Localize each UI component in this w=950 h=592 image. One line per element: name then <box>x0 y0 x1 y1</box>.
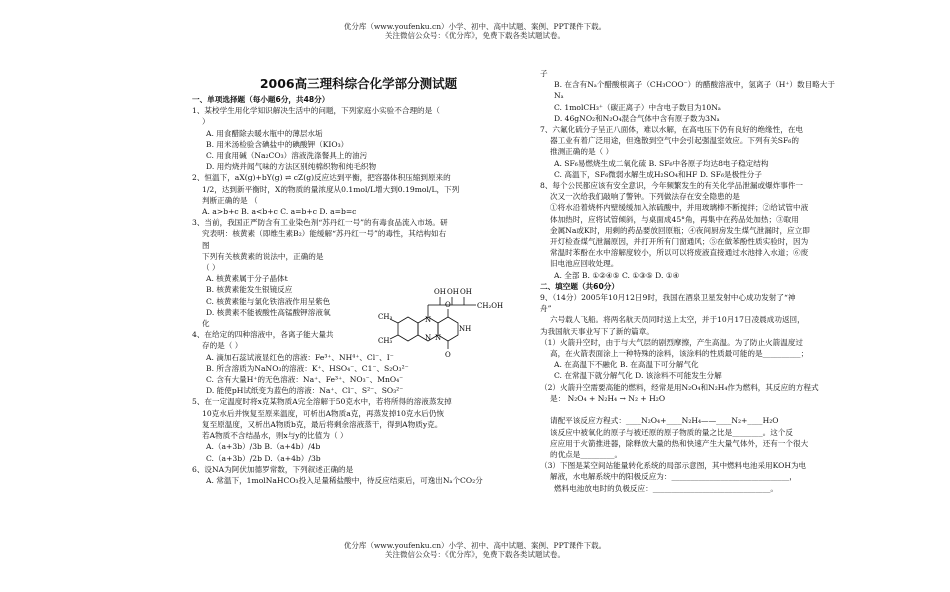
text-line: 6、设NA为阿伏加德罗常数，下列叙述正确的是 <box>192 464 354 474</box>
text-line: 图 <box>202 240 210 250</box>
text-line: 常温时苯酚在水中溶解度较小，所以可以将废液直接通过水池排入水道；⑥废 <box>550 248 809 258</box>
text-line: 器工业有着广泛用途，但逸散到空气中会引起强温室效应。下列有关SF₆的 <box>550 136 799 146</box>
text-line: 推测正确的是（ ） <box>550 147 614 157</box>
text-line: 8、每个公民都应该有安全意识，今年频繁发生的有关化学品泄漏或爆炸事件一 <box>540 181 804 191</box>
atom-label: OH <box>447 288 459 296</box>
text-line: B. 核黄素能发生银镜反应 <box>206 285 293 295</box>
atom-label: OH <box>460 288 472 296</box>
text-line: C. 用食用碱（Na₂CO₃）溶液洗涤餐具上的油污 <box>206 151 368 161</box>
text-line: 究表明：核黄素（即维生素B₂）能缓解“苏丹红一号”的毒性，其结构如右 <box>202 229 447 239</box>
text-line: 解液，水电解系统中的阳极反应为：_______________________________， <box>550 472 797 482</box>
atom-label: O <box>445 351 451 359</box>
text-line: 应应用于火箭推进器，除释放大量的热和快速产生大量气体外，还有一个很大 <box>550 438 809 448</box>
text-line: C. 核黄素能与氯化铁溶液作用呈紫色 <box>206 296 331 306</box>
atom-label: CH₃ <box>378 313 393 321</box>
text-line: 六号载人飞船。将两名航天员同时送上太空，并于10月17日凌晨成功返回， <box>550 315 805 325</box>
text-line: 舟” <box>540 304 552 314</box>
atom-label: O <box>445 301 451 309</box>
text-line: A. a>b+c B. a<b+c C. a=b+c D. a=b=c <box>202 207 357 217</box>
text-line: 请配平该反应方程式：____N₂O₄+____N₂H₄——____N₂+____H₂O <box>550 416 779 426</box>
text-line: B. 用米汤检验含碘盐中的碘酸钾（KIO₃） <box>206 139 349 149</box>
text-line: 若A物质不含结晶水，则x与y的比值为（ ） <box>202 431 348 441</box>
page-title: 2006高三理科综合化学部分测试题 <box>259 76 458 91</box>
equation-line: 是： N₂O₄ + N₂H₄ → N₂ + H₂O <box>550 393 666 403</box>
atom-label: N <box>425 334 432 342</box>
text-line: 9、（14分）2005年10月12日9时，我国在酒泉卫星发射中心成功发射了“神 <box>540 293 796 303</box>
text-line: C. 含有大量H⁺的无色溶液：Na⁺、Fe³⁺、NO₃⁻、MnO₄⁻ <box>206 375 404 385</box>
text-line: A. 常温下，1molNaHCO₃投入足量稀盐酸中，待反应结束后，可逸出Nₐ个CO₂分 <box>206 475 483 485</box>
text-line: 次又一次给我们敲响了警钟。下列做法存在安全隐患的是 <box>550 192 740 202</box>
text-line: 1/2，达到新平衡时，X的物质的量浓度从0.1mol/L增大到0.19mol/L，下列 <box>202 184 460 194</box>
text-line: 燃料电池放电时的负极反应：_______________________________。 <box>554 483 779 493</box>
section-heading: 一、单项选择题（每小题6分，共48分） <box>192 95 330 104</box>
header-line-1: 优分库（www.youfenku.cn）小学、初中、高中试题、案例、PPT课件下载。 <box>343 22 607 31</box>
atom-label: N <box>435 334 442 342</box>
text-line: 开灯检查煤气泄漏原因，并打开所有门窗通风；⑤在做苯酚性质实验时，因为 <box>550 237 809 247</box>
text-line: 10克水后并恢复至原来温度，可析出A物质a克，再蒸发掉10克水后仍恢 <box>202 408 444 418</box>
text-line: 4、在给定的四种溶液中，各离子能大量共 <box>192 330 334 340</box>
atom-label: N <box>425 316 432 324</box>
text-line: 5、在一定温度时将x克某物质A完全溶解于50克水中，若将所得的溶液蒸发掉 <box>192 397 452 407</box>
text-line: A. 滴加石蕊试液显红色的溶液：Fe³⁺、NH⁴⁺、Cl⁻、I⁻ <box>206 352 394 362</box>
text-line: B. 所含溶质为NaNO₃的溶液：K⁺、HSO₄⁻、C1⁻、S₂O₃²⁻ <box>206 363 409 373</box>
text-line: ①将水沿着烧杯内壁缓缓加入浓硫酸中，并用玻璃棒不断搅拌；②给试管中液 <box>550 203 809 213</box>
text-line: A. 在高温下不融化 B. 在高温下可分解气化 <box>554 360 699 370</box>
text-line: 存的是（ ） <box>202 341 243 351</box>
text-line: 下列有关核黄素的说法中，正确的是 <box>202 251 324 261</box>
text-line: A. 全部 B. ①②④⑤ C. ①③⑤ D. ①④ <box>554 270 680 280</box>
text-line: C. 1molCH₃⁺（碳正离子）中含电子数目为10Nₐ <box>554 102 721 112</box>
page-footer <box>0 541 950 559</box>
text-line: D. 核黄素不能被酸性高锰酸钾溶液氧 <box>206 307 331 317</box>
text-line: 1、某校学生用化学知识解决生活中的问题，下列家庭小实验不合理的是（ <box>192 106 440 116</box>
text-line: 化 <box>202 319 210 329</box>
atom-label: OH <box>434 288 446 296</box>
structure-bonds <box>390 297 476 349</box>
section-heading: 二、填空题（共60分） <box>540 281 619 291</box>
text-line: A. 核黄素属于分子晶体t <box>206 274 288 284</box>
right-column <box>540 68 885 494</box>
text-line: （1）火箭升空时，由于与大气层的剧烈摩擦，产生高温。为了防止火箭温度过 <box>540 337 804 347</box>
text-line: A.（a+3b）/3b B.（a+4b）/4b <box>206 442 321 452</box>
text-line: 旧电池应回收处理。 <box>550 259 619 269</box>
text-line: ） <box>202 117 210 127</box>
atom-label: NH <box>459 325 472 333</box>
footer-line-1: 优分库（www.youfenku.cn）小学、初中、高中试题、案例、PPT课件下载。 <box>343 541 607 550</box>
text-line: C. 在常温下就分解气化 D. 该涂料不可能发生分解 <box>554 371 722 381</box>
footer-line-2: 关注微信公众号：《优分库》，免费下载各类试题试卷。 <box>385 550 565 559</box>
text-line: D. 用灼烧并闻气味的方法区别纯棉织物和纯毛织物 <box>206 162 377 172</box>
text-line: C. 高温下，SF₆微弱水解生成H₂SO₄和HF D. SF₆是极性分子 <box>554 169 762 179</box>
text-line: 体加热时，应将试管倾斜，与桌面成45°角，再集中在药品处加热；③取用 <box>550 214 799 224</box>
text-line: 7、六氟化硫分子呈正八面体，难以水解，在高电压下仍有良好的绝缘性，在电 <box>540 125 804 135</box>
header-line-2: 关注微信公众号：《优分库》，免费下载各类试题试卷。 <box>385 31 565 40</box>
text-line: C.（a+3b）/2b D.（a+4b）/3b <box>206 453 321 463</box>
text-line: 子 <box>540 69 548 78</box>
text-line: 该反应中被氧化的原子与被还原的原子物质的量之比是________。这个反 <box>550 427 793 437</box>
text-line: D. 46gNO₂和N₂O₄混合气体中含有原子数为3Nₐ <box>554 113 720 123</box>
text-line: 高，在火箭表面涂上一种特殊的涂料，该涂料的性质最可能的是__________； <box>550 349 809 359</box>
text-line: B. 在含有Nₐ个醋酸根离子（CH₃COO⁻）的醋酸溶液中，氢离子（H⁺）数目略大于 <box>554 80 835 90</box>
riboflavin-structure <box>378 285 513 363</box>
atom-label: CH₂OH <box>477 302 504 310</box>
atom-label: CH₃ <box>378 337 393 345</box>
text-line: A. SF₆易燃烧生成二氧化硫 B. SF₆中各原子均达8电子稳定结构 <box>554 158 769 168</box>
page-header <box>0 22 950 40</box>
text-line: 3、当前，我国正严防含有工业染色剂“苏丹红一号”的有毒食品流入市场。研 <box>192 218 448 228</box>
text-line: 为我国航天事业写下了新的篇章。 <box>540 326 654 336</box>
text-line: 的优点是_________。 <box>550 449 623 459</box>
text-line: D. 能使pH试纸变为蓝色的溶液：Na⁺、Cl⁻、S²⁻、SO₃²⁻ <box>206 386 404 396</box>
text-line: 判断正确的是 （ <box>202 195 258 205</box>
text-line: （ ） <box>202 263 220 273</box>
text-line: 复至原温度，又析出A物质b克，最后将剩余溶液蒸干，得到A物质y克。 <box>202 419 443 429</box>
text-line: 2、恒温下，aX(g)+bY(g) ⇌ cZ(g)反应达到平衡，把容器体积压缩到原来的 <box>192 173 451 183</box>
text-line: A. 用食醋除去暖水瓶中的薄层水垢 <box>206 128 323 138</box>
text-line: （3）下图是某空间站能量转化系统的局部示意图，其中燃料电池采用KOH为电 <box>540 461 807 471</box>
spacer-line <box>540 404 885 415</box>
text-line: （2）火箭升空需要高能的燃料，经常是用N₂O₄和N₂H₄作为燃料，其反应的方程式 <box>540 382 819 392</box>
text-line: 金属Na或K时，用剩的药品要放回原瓶；④夜间厨房发生煤气泄漏时，应立即 <box>550 225 810 235</box>
left-column <box>192 68 525 486</box>
text-line: Nₐ <box>554 91 564 101</box>
